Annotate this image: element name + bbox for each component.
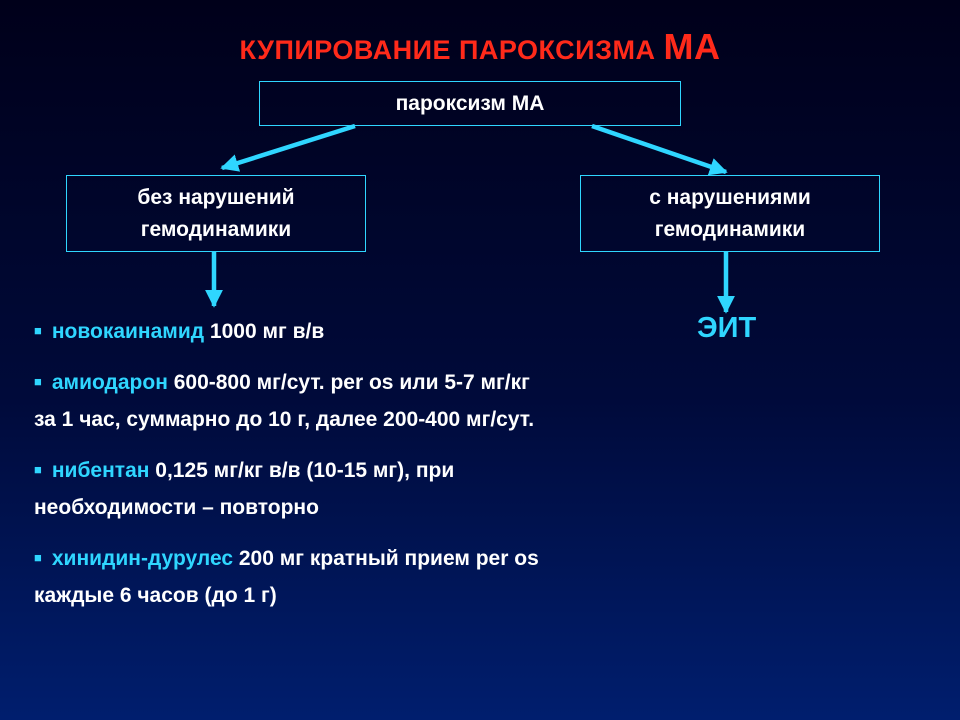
root-node-label: пароксизм МА — [395, 91, 545, 115]
arrow-to-stable — [222, 126, 355, 168]
list-item — [34, 312, 554, 351]
stable-node-line2: гемодинамики — [140, 217, 292, 241]
arrow-to-unstable — [592, 126, 726, 172]
bullet-icon: ■ — [34, 461, 42, 477]
drug-name: нибентан — [51, 458, 150, 482]
drug-dosage: 0,125 мг/кг в/в (10-15 мг), при необходимости – повторно — [34, 458, 455, 519]
unstable-node-line2: гемодинамики — [654, 217, 806, 241]
title-accent: МА — [663, 26, 721, 67]
drug-name: амиодарон — [51, 370, 168, 394]
bullet-icon: ■ — [34, 373, 42, 389]
drug-name: новокаинамид — [51, 320, 205, 343]
unstable-node-line1: с нарушениями — [649, 185, 811, 209]
bullet-icon: ■ — [34, 323, 42, 338]
bullet-icon: ■ — [34, 549, 42, 565]
eit-result: ЭИТ — [697, 312, 757, 344]
treatment-list — [34, 312, 554, 627]
list-item — [34, 451, 554, 527]
drug-name: хинидин-дурулес — [51, 546, 234, 570]
stable-node-line1: без нарушений — [137, 185, 295, 209]
title-main: КУПИРОВАНИЕ ПАРОКСИЗМА — [239, 35, 656, 65]
drug-dosage: 1000 мг в/в — [204, 320, 325, 343]
list-item — [34, 363, 554, 439]
list-item — [34, 539, 554, 615]
drug-dosage: 200 мг кратный прием per os каждые 6 часов (до 1 г) — [34, 546, 539, 607]
drug-dosage: 600-800 мг/сут. per os или 5-7 мг/кг за 1 час, суммарно до 10 г, далее 200-400 мг/сут. — [34, 370, 535, 431]
